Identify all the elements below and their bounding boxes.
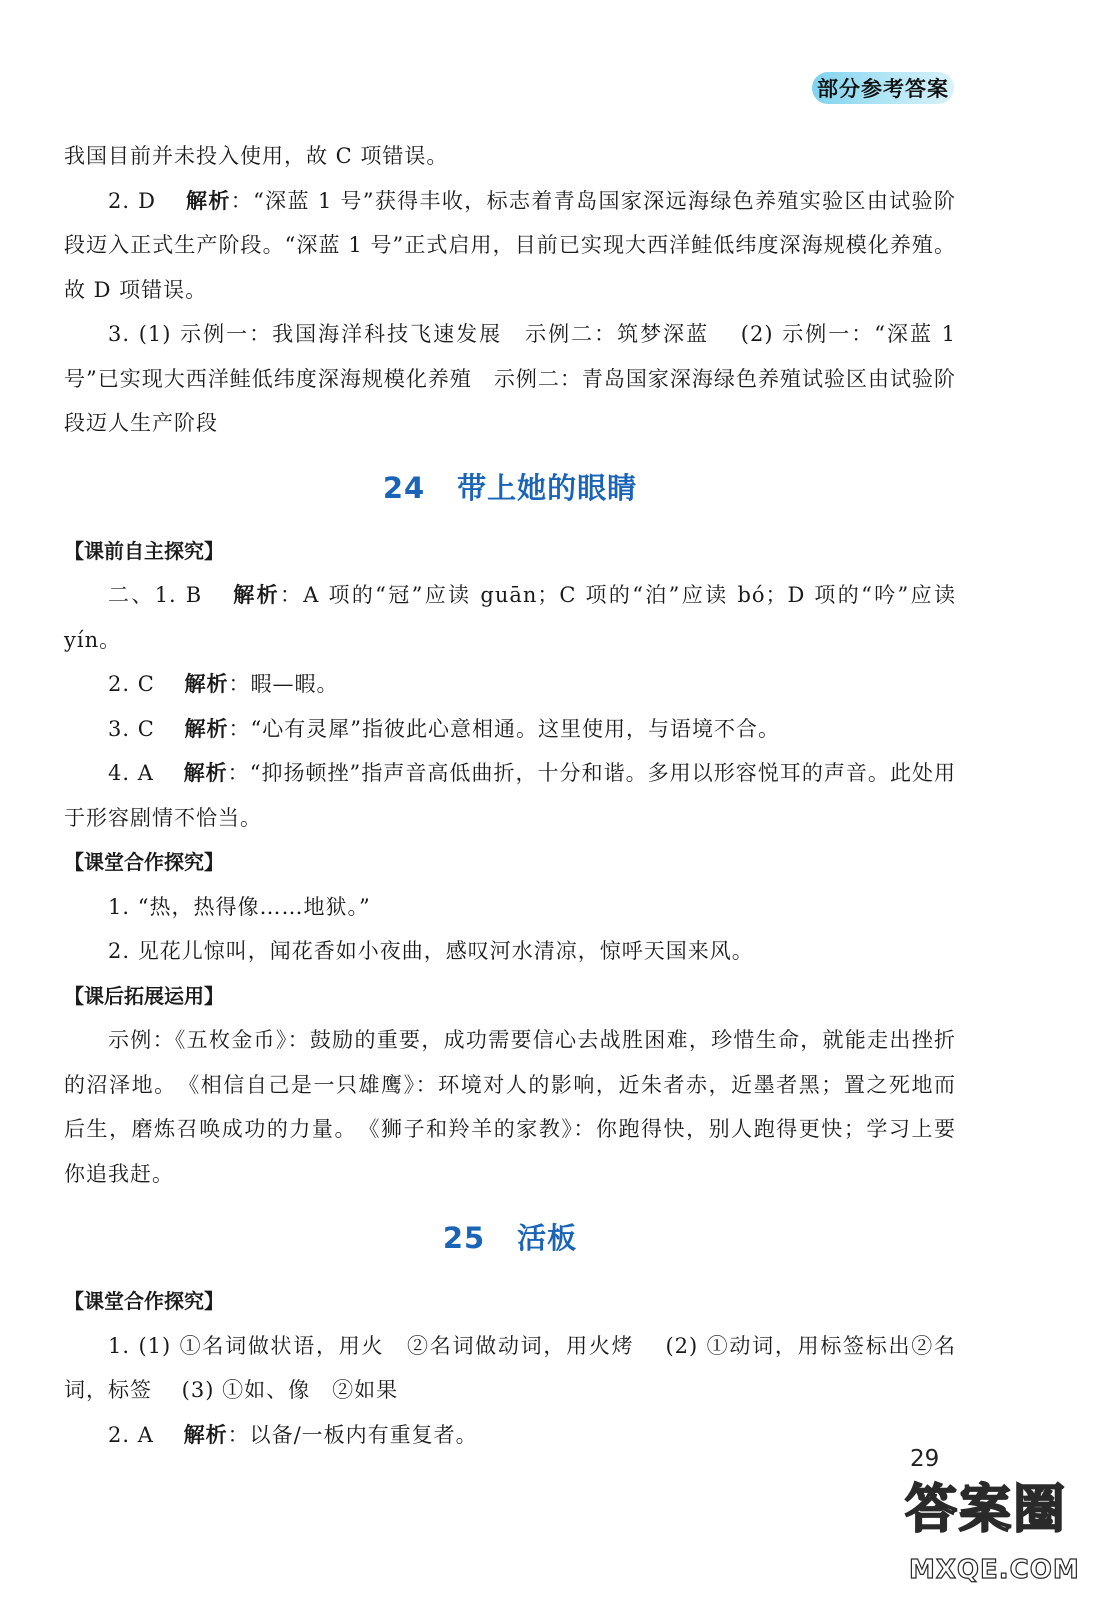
- page-number: 29: [910, 1446, 940, 1472]
- analysis-label: 解析: [183, 1422, 228, 1447]
- tag-pre-class: 【课前自主探究】: [64, 538, 224, 563]
- answer-number: 2. C: [108, 672, 155, 696]
- answer-3: [64, 707, 956, 752]
- analysis-label: 解析: [185, 188, 231, 213]
- section-heading: 带上她的眼睛: [457, 470, 638, 505]
- watermark-text: 答案圈: [905, 1480, 1068, 1540]
- answer-2: [64, 179, 956, 313]
- section-24-title: [64, 466, 956, 507]
- analysis-label: 解析: [233, 583, 280, 607]
- analysis-text: ：“心有灵犀”指彼此心意相通。这里使用，与语境不合。: [228, 716, 780, 741]
- section-number: 25: [442, 1221, 486, 1255]
- section-heading: 活板: [517, 1221, 578, 1255]
- answer-4: [64, 751, 956, 840]
- page-content: [64, 134, 956, 1457]
- section-25-title: [64, 1216, 956, 1257]
- collab-answer-1: 1. “热，热得像……地狱。”: [108, 894, 371, 919]
- answer-1: [64, 573, 956, 662]
- analysis-label: 解析: [184, 716, 229, 741]
- section-number: 24: [382, 470, 426, 505]
- tag-in-class: 【课堂合作探究】: [64, 1289, 224, 1313]
- analysis-text: ：暇—暇。: [228, 672, 339, 696]
- analysis-label: 解析: [183, 761, 228, 785]
- tag-after-class: 【课后拓展运用】: [64, 983, 224, 1008]
- answer-number: 4. A: [108, 761, 154, 785]
- analysis-label: 解析: [184, 672, 229, 696]
- watermark-url: MXQE.COM: [909, 1555, 1080, 1585]
- watermark-logo: [905, 1455, 1090, 1595]
- analysis-text: ：以备/一板内有重复者。: [227, 1422, 478, 1447]
- answer-number: 3. C: [108, 716, 155, 741]
- extension-answer: 示例：《五枚金币》：鼓励的重要，成功需要信心去战胜困难，珍惜生命，就能走出挫折的沼泽地。 《相信自己是一只雄鹰》：环境对人的影响，近朱者赤，近墨者黑；置之死地而后生，磨炼召唤成功的力量。 《狮子和羚羊的家教》：你跑得快，别人跑得更快；学习上要你追我赶。: [64, 1028, 956, 1186]
- analysis-text: ：“抑扬顿挫”指声音高低曲折，十分和谐。多用以形容悦耳的声音。此处用于形容剧情不恰当。: [64, 761, 956, 830]
- analysis-text: ：A 项的“冠”应读 guān；C 项的“泊”应读 bó；D 项的“吟”应读 yín。: [64, 583, 956, 652]
- answer-key-badge: 部分参考答案: [812, 72, 954, 104]
- collab-answer-2: [64, 1413, 956, 1458]
- answer-number: 二、1. B: [108, 583, 203, 607]
- answer-2: [64, 662, 956, 707]
- tag-in-class: 【课堂合作探究】: [64, 850, 224, 874]
- analysis-text: ：“深蓝 1 号”获得丰收，标志着青岛国家深远海绿色养殖实验区由试验阶段迈入正式生产阶段。“深蓝 1 号”正式启用，目前已实现大西洋鲑低纬度深海规模化养殖。故 D 项错误。: [64, 188, 956, 302]
- collab-answer-1: 1. (1) ①名词做状语，用火 ②名词做动词，用火烤 (2) ①动词，用标签标出②名词，标签 (3) ①如、像 ②如果: [64, 1333, 956, 1402]
- answer-3: 3. (1) 示例一：我国海洋科技飞速发展 示例二：筑梦深蓝 (2) 示例一：“深蓝 1 号”已实现大西洋鲑低纬度深海规模化养殖 示例二：青岛国家深海绿色养殖试验区由试验阶段迈人生产阶段: [64, 322, 956, 435]
- answer-number: 2. D: [108, 188, 156, 213]
- continued-line: 我国目前并未投入使用，故 C 项错误。: [64, 144, 449, 168]
- answer-number: 2. A: [108, 1422, 154, 1447]
- collab-answer-2: 2. 见花儿惊叫，闻花香如小夜曲，感叹河水清凉，惊呼天国来风。: [108, 939, 754, 963]
